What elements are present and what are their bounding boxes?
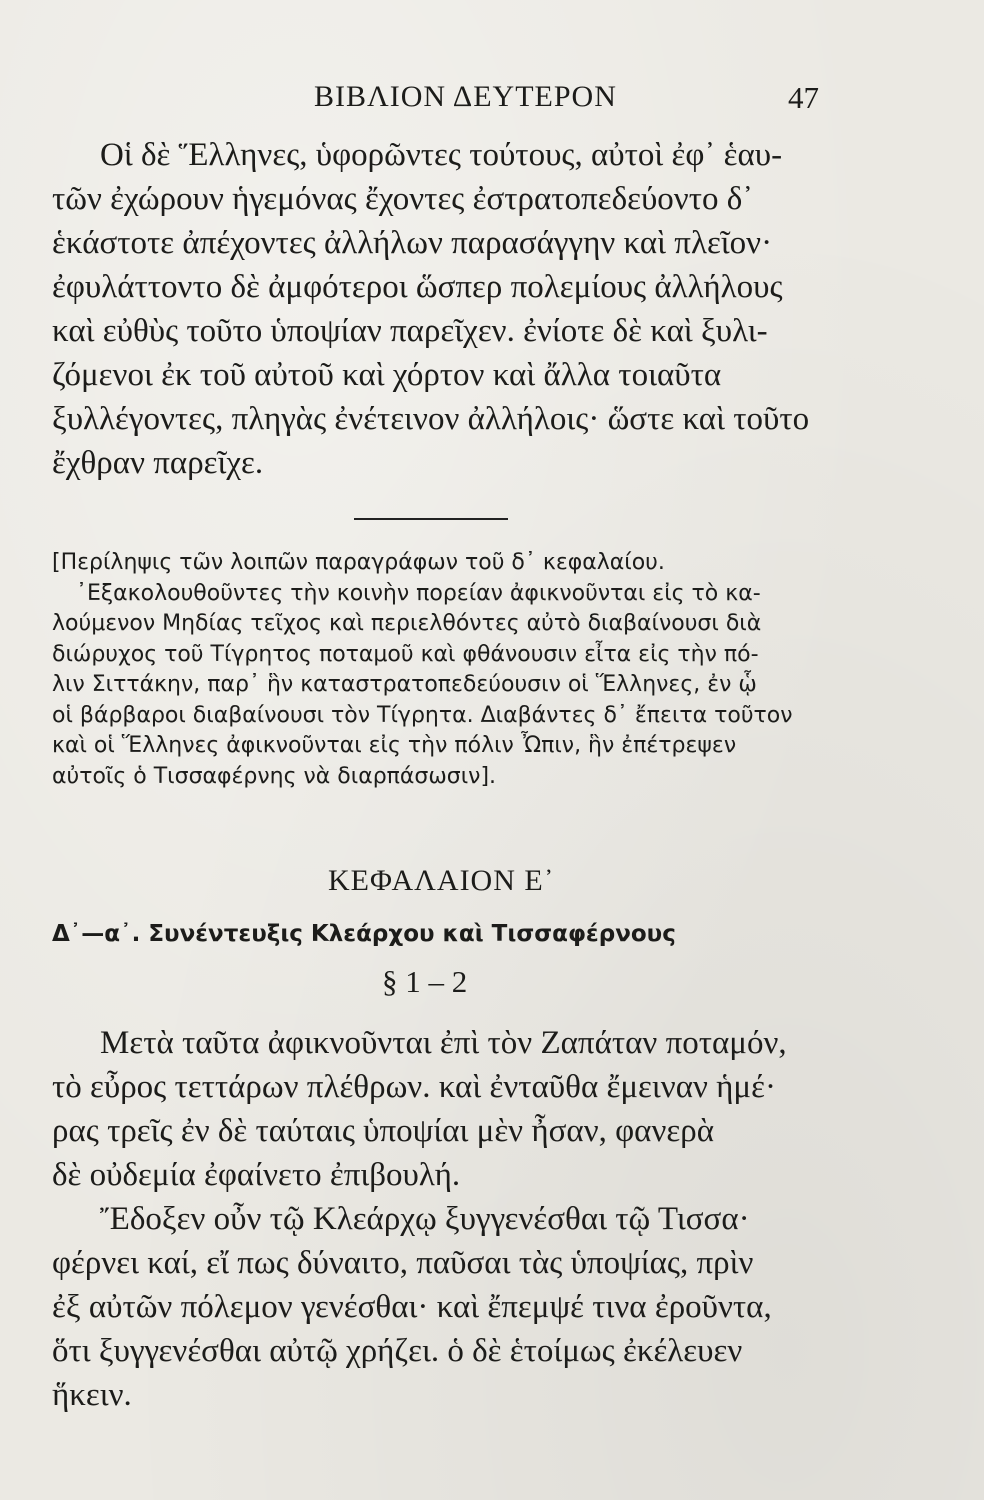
text-line: Ἔδοξεν οὖν τῷ Κλεάρχῳ ξυγγενέσθαι τῷ Τισσα· <box>100 1201 750 1237</box>
summary-line: [Περίληψις τῶν λοιπῶν παραγράφων τοῦ δ᾽ κεφαλαίου. <box>52 550 665 575</box>
summary-line: αὐτοῖς ὁ Τισσαφέρνης νὰ διαρπάσωσιν]. <box>52 763 497 789</box>
chapter-summary <box>52 548 832 792</box>
text-line: δὲ οὐδεμία ἐφαίνετο ἐπιβουλή. <box>52 1157 461 1193</box>
summary-line: οἱ βάρβαροι διαβαίνουσι τὸν Τίγρητα. Διαβάντες δ᾽ ἔπειτα τοῦτον <box>52 702 793 728</box>
text-line: ἔχθραν παρεῖχε. <box>52 445 264 481</box>
running-header: ΒΙΒΛΙΟΝ ΔΕΥΤΕΡΟΝ <box>314 80 617 113</box>
paragraph-2 <box>52 1021 832 1197</box>
text-line: φέρνει καί, εἴ πως δύναιτο, παῦσαι τὰς ὑποψίας, πρὶν <box>52 1245 754 1281</box>
text-line: ρας τρεῖς ἐν δὲ ταύταις ὑποψίαι μὲν ἦσαν, φανερὰ <box>52 1113 714 1149</box>
paragraph-3 <box>52 1197 832 1417</box>
text-line: ἥκειν. <box>52 1377 132 1413</box>
text-line: καὶ εὐθὺς τοῦτο ὑποψίαν παρεῖχεν. ἐνίοτε δὲ καὶ ξυλι- <box>52 313 768 349</box>
chapter-title: ΚΕΦΑΛΑΙΟΝ Ε᾽ <box>328 864 555 897</box>
summary-line: καὶ οἱ Ἕλληνες ἀφικνοῦνται εἰς τὴν πόλιν Ὦπιν, ἣν ἐπέτρεψεν <box>52 733 737 758</box>
text-line: ξυλλέγοντες, πληγὰς ἐνέτεινον ἀλλήλοις· ὥστε καὶ τοῦτο <box>52 401 810 437</box>
summary-line: διώρυχος τοῦ Τίγρητος ποταμοῦ καὶ φθάνουσιν εἶτα εἰς τὴν πό- <box>52 641 759 667</box>
text-line: τῶν ἐχώρουν ἡγεμόνας ἔχοντες ἐστρατοπεδεύοντο δ᾽ <box>52 181 754 217</box>
text-line: Οἱ δὲ Ἕλληνες, ὑφορῶντες τούτους, αὐτοὶ ἐφ᾽ ἑαυ- <box>100 137 783 173</box>
summary-line: λούμενον Μηδίας τεῖχος καὶ περιελθόντες αὐτὸ διαβαίνουσι διὰ <box>52 611 762 636</box>
text-line: ἑκάστοτε ἀπέχοντες ἀλλήλων παρασάγγην καὶ πλεῖον· <box>52 225 773 261</box>
text-line: ὅτι ξυγγενέσθαι αὐτῷ χρήζει. ὁ δὲ ἑτοίμως ἐκέλευεν <box>52 1333 743 1369</box>
text-line: ἐφυλάττοντο δὲ ἀμφότεροι ὥσπερ πολεμίους ἀλλήλους <box>52 269 783 305</box>
section-heading: Δ᾽—α᾽. Συνέντευξις Κλεάρχου καὶ Τισσαφέρνους <box>52 921 676 947</box>
text-line: ἐξ αὐτῶν πόλεμον γενέσθαι· καὶ ἔπεμψέ τινα ἐροῦντα, <box>52 1289 772 1325</box>
section-number: § 1 – 2 <box>382 964 468 999</box>
separator-rule <box>354 518 508 520</box>
summary-line: ᾽Εξακολουθοῦντες τὴν κοινὴν πορείαν ἀφικνοῦνται εἰς τὸ κα- <box>76 580 761 606</box>
text-line: ζόμενοι ἐκ τοῦ αὐτοῦ καὶ χόρτον καὶ ἄλλα τοιαῦτα <box>52 357 722 393</box>
paragraph-1 <box>52 133 832 485</box>
text-line: τὸ εὖρος τεττάρων πλέθρων. καὶ ἐνταῦθα ἔμειναν ἡμέ· <box>52 1069 776 1105</box>
text-line: Μετὰ ταῦτα ἀφικνοῦνται ἐπὶ τὸν Ζαπάταν ποταμόν, <box>100 1025 787 1061</box>
page-number: 47 <box>788 80 819 115</box>
summary-line: λιν Σιττάκην, παρ᾽ ἣν καταστρατοπεδεύουσιν οἱ Ἕλληνες, ἐν ᾧ <box>52 672 757 697</box>
